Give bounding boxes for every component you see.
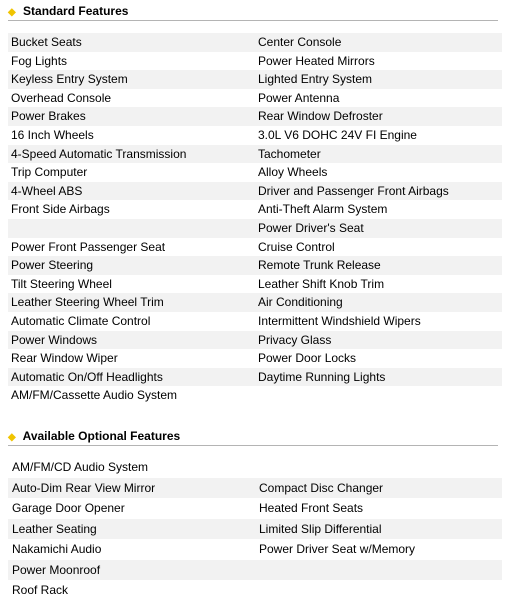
feature-row — [8, 580, 502, 601]
feature-cell: Fog Lights — [11, 53, 68, 68]
feature-cell: 4-Wheel ABS — [11, 183, 83, 198]
feature-row — [8, 519, 502, 540]
feature-row — [8, 478, 502, 499]
optional-features-table — [8, 457, 502, 601]
feature-cell: Intermittent Windshield Wipers — [258, 313, 421, 328]
feature-cell: Power Moonroof — [12, 562, 101, 577]
feature-cell: Tilt Steering Wheel — [11, 276, 112, 291]
feature-row — [8, 498, 502, 519]
feature-cell: Rear Window Defroster — [258, 109, 383, 124]
feature-row — [8, 238, 502, 257]
feature-cell: Garage Door Opener — [12, 501, 125, 515]
feature-cell: Roof Rack — [12, 583, 69, 597]
feature-cell: Bucket Seats — [11, 35, 82, 49]
feature-row — [8, 89, 502, 108]
feature-cell: Heated Front Seats — [259, 501, 364, 515]
feature-row — [8, 107, 502, 126]
feature-cell: Privacy Glass — [258, 332, 332, 347]
standard-features-table — [8, 33, 502, 405]
feature-cell: Cruise Control — [258, 239, 335, 254]
feature-row — [8, 33, 502, 52]
feature-row — [8, 349, 502, 368]
feature-cell: Air Conditioning — [258, 295, 343, 310]
feature-row — [8, 275, 502, 294]
feature-cell: Power Driver Seat w/Memory — [259, 542, 416, 556]
feature-cell: Leather Shift Knob Trim — [258, 276, 385, 291]
feature-cell — [255, 457, 502, 478]
feature-row — [8, 312, 502, 331]
feature-cell: Nakamichi Audio — [12, 542, 102, 556]
feature-cell: Automatic Climate Control — [11, 313, 151, 328]
feature-cell: Compact Disc Changer — [259, 480, 384, 495]
feature-row — [8, 331, 502, 350]
feature-row — [8, 539, 502, 560]
feature-cell: Rear Window Wiper — [11, 351, 118, 366]
feature-cell: AM/FM/CD Audio System — [12, 460, 149, 474]
standard-features-title: Standard Features — [23, 4, 129, 18]
feature-row — [8, 293, 502, 312]
feature-cell: 3.0L V6 DOHC 24V FI Engine — [258, 127, 417, 142]
feature-row — [8, 219, 502, 238]
feature-row — [8, 145, 502, 164]
feature-row — [8, 457, 502, 478]
diamond-bullet-icon: ◆ — [8, 432, 16, 443]
feature-cell: Lighted Entry System — [258, 72, 373, 87]
feature-row — [8, 368, 502, 387]
feature-cell: Power Brakes — [11, 109, 86, 124]
feature-cell: AM/FM/Cassette Audio System — [11, 388, 178, 403]
feature-cell: Remote Trunk Release — [258, 258, 381, 273]
feature-cell: Trip Computer — [11, 165, 88, 180]
diamond-bullet-icon: ◆ — [8, 7, 16, 18]
feature-cell: Automatic On/Off Headlights — [11, 369, 163, 384]
feature-cell: Driver and Passenger Front Airbags — [258, 183, 449, 198]
feature-cell: Overhead Console — [11, 90, 112, 105]
feature-cell: Power Antenna — [258, 90, 340, 105]
feature-cell: Anti-Theft Alarm System — [258, 202, 388, 217]
feature-cell: Auto-Dim Rear View Mirror — [12, 480, 156, 495]
optional-features-header — [8, 429, 498, 446]
feature-cell: Leather Steering Wheel Trim — [11, 295, 164, 310]
optional-features-title: Available Optional Features — [22, 429, 181, 443]
feature-cell: Power Door Locks — [258, 351, 357, 366]
feature-cell: Tachometer — [258, 146, 321, 161]
feature-cell: Power Windows — [11, 332, 98, 347]
feature-row — [8, 182, 502, 201]
feature-row — [8, 70, 502, 89]
feature-cell: Keyless Entry System — [11, 72, 128, 87]
feature-cell: Limited Slip Differential — [259, 521, 382, 536]
feature-cell: Power Heated Mirrors — [258, 53, 375, 68]
feature-cell: Daytime Running Lights — [258, 369, 386, 384]
feature-cell — [8, 219, 255, 238]
feature-cell: Leather Seating — [12, 521, 97, 536]
feature-cell: 16 Inch Wheels — [11, 127, 94, 142]
feature-cell: 4-Speed Automatic Transmission — [11, 146, 187, 161]
standard-features-header — [8, 4, 498, 21]
feature-cell: Power Steering — [11, 258, 94, 273]
feature-row — [8, 386, 502, 405]
feature-row — [8, 256, 502, 275]
feature-cell: Center Console — [258, 35, 342, 49]
feature-cell: Front Side Airbags — [11, 202, 110, 217]
feature-cell — [255, 580, 502, 601]
feature-row — [8, 163, 502, 182]
feature-cell — [255, 386, 502, 405]
feature-row — [8, 200, 502, 219]
feature-row — [8, 560, 502, 581]
feature-cell: Power Driver's Seat — [258, 220, 364, 235]
feature-cell: Alloy Wheels — [258, 165, 328, 180]
feature-row — [8, 126, 502, 145]
feature-row — [8, 52, 502, 71]
feature-cell: Power Front Passenger Seat — [11, 239, 166, 254]
feature-cell — [255, 560, 502, 581]
